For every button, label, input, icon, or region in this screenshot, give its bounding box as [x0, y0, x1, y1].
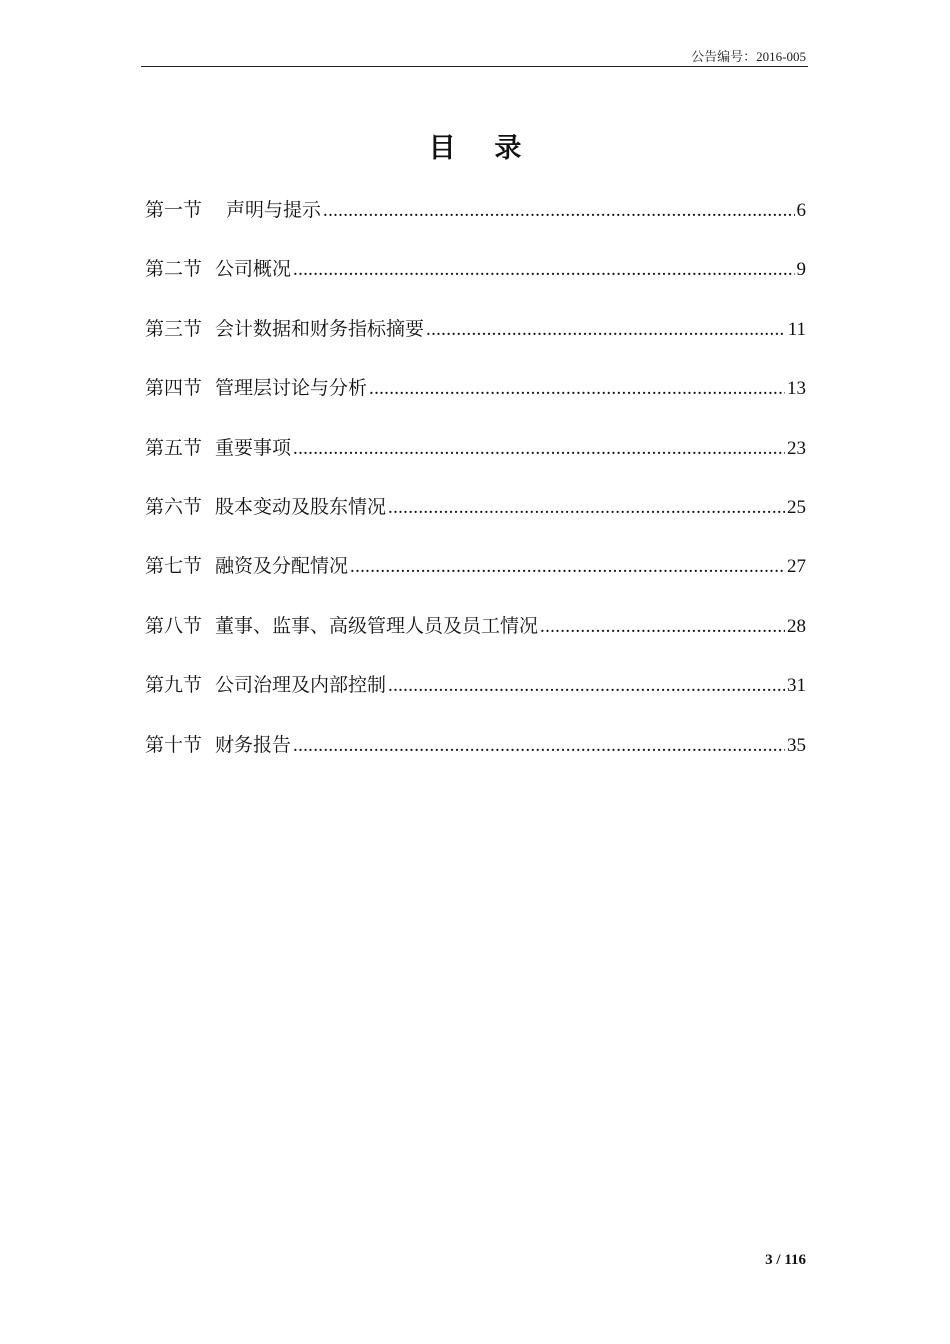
toc-leader-dots [369, 374, 785, 404]
toc-page-number: 27 [787, 556, 806, 578]
page-title: 目 录 [428, 133, 538, 163]
toc-page-number: 23 [787, 437, 806, 459]
page-header [141, 44, 808, 67]
toc-entry[interactable] [145, 255, 806, 314]
toc-section-title: 管理层讨论与分析 [215, 378, 368, 400]
toc-section-title: 董事、监事、高级管理人员及员工情况 [215, 615, 539, 637]
toc-section-title: 声明与提示 [226, 200, 322, 221]
toc-entry[interactable] [145, 493, 806, 552]
toc-section-number: 第九节 [145, 675, 203, 697]
toc-page-number: 28 [787, 615, 806, 637]
table-of-contents [145, 196, 806, 790]
toc-section-number: 第八节 [145, 615, 203, 637]
toc-page-number: 25 [787, 496, 806, 518]
toc-leader-dots [350, 552, 785, 582]
toc-section-number: 第四节 [145, 378, 203, 400]
toc-leader-dots [388, 493, 785, 523]
toc-section-title: 融资及分配情况 [215, 556, 349, 578]
toc-section-number: 第七节 [145, 556, 203, 578]
toc-page-number: 31 [787, 675, 806, 697]
toc-section-title: 财务报告 [215, 734, 292, 756]
toc-entry[interactable] [145, 671, 806, 730]
toc-entry[interactable] [145, 315, 806, 374]
toc-entry[interactable] [145, 196, 806, 255]
toc-section-title: 公司概况 [215, 259, 292, 281]
toc-leader-dots [293, 731, 785, 761]
toc-leader-dots [426, 315, 786, 345]
toc-page-number: 35 [787, 734, 806, 756]
toc-leader-dots [323, 196, 794, 226]
announcement-number: 公告编号：2016-005 [691, 49, 806, 64]
toc-section-number: 第十节 [145, 734, 203, 756]
toc-entry[interactable] [145, 374, 806, 433]
toc-page-number: 9 [796, 259, 806, 281]
toc-entry[interactable] [145, 731, 806, 790]
toc-section-title: 公司治理及内部控制 [215, 675, 387, 697]
toc-entry[interactable] [145, 612, 806, 671]
toc-leader-dots [293, 434, 785, 464]
toc-page-number: 6 [796, 200, 806, 221]
toc-leader-dots [540, 612, 785, 642]
toc-leader-dots [293, 255, 794, 285]
toc-entry[interactable] [145, 434, 806, 493]
toc-page-number: 11 [787, 318, 806, 340]
toc-section-title: 会计数据和财务指标摘要 [215, 318, 425, 340]
page-indicator: 3 / 116 [765, 1252, 806, 1268]
toc-section-number: 第六节 [145, 496, 203, 518]
toc-section-number: 第二节 [145, 259, 203, 281]
toc-section-number: 第五节 [145, 437, 203, 459]
toc-section-number: 第三节 [145, 318, 203, 340]
toc-page-number: 13 [787, 378, 806, 400]
toc-leader-dots [388, 671, 785, 701]
toc-section-number: 第一节 [145, 200, 203, 221]
toc-entry[interactable] [145, 552, 806, 611]
toc-section-title: 重要事项 [215, 437, 292, 459]
toc-section-title: 股本变动及股东情况 [215, 496, 387, 518]
